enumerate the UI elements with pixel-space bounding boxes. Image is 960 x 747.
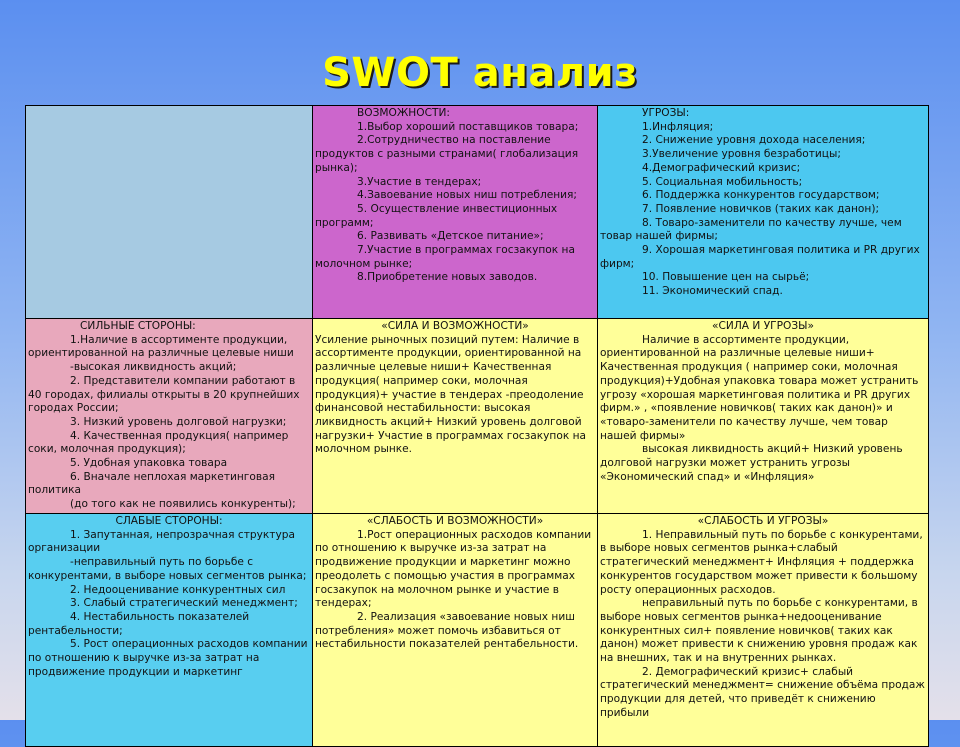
strength-item: 6. Вначале неплохая маркетинговая политика bbox=[28, 470, 275, 497]
strength-item: 4. Качественная продукция( например соки, молочная продукция); bbox=[28, 429, 289, 456]
opportunity-item: 2.Сотрудничество на поставление продуктов с разными странами( глобализация рынка); bbox=[315, 134, 579, 174]
weakness-item: 1. Запутанная, непрозрачная структура организации bbox=[28, 528, 295, 555]
threat-item: 11. Экономический спад. bbox=[642, 285, 783, 298]
swot-row-header bbox=[26, 106, 929, 319]
wo-text: 2. Реализация «завоевание новых ниш потребления» может помочь избавиться от нестабильности показателей рентабельности. bbox=[315, 610, 579, 651]
threat-item: 8. Товаро-заменители по качеству лучше, чем товар нашей фирмы; bbox=[600, 216, 902, 243]
st-text: высокая ликвидность акций+ Низкий уровень долговой нагрузки может устранить угрозы «Экономический спад» и «Инфляция» bbox=[600, 443, 903, 483]
strength-item: 1.Наличие в ассортименте продукции, ориентированной на различные целевые ниши bbox=[28, 333, 294, 360]
wt-text: 1. Неправильный путь по борьбе с конкурентами, в выборе новых сегментов рынка+слабый стратегический менеджмент+ Инфляция + поддержка конкурентов государством может привести к большому росту операционных расходов. bbox=[600, 528, 923, 596]
swot-table bbox=[25, 105, 929, 747]
strengths-cell bbox=[26, 319, 313, 514]
strength-item: -высокая ликвидность акций; bbox=[70, 361, 237, 374]
wo-cell bbox=[313, 514, 598, 747]
wt-cell bbox=[598, 514, 929, 747]
weakness-item: -неправильный путь по борьбе с конкурентами, в выборе новых сегментов рынка; bbox=[28, 556, 307, 582]
swot-row-weaknesses bbox=[26, 514, 929, 747]
opportunity-item: 3.Участие в тендерах; bbox=[357, 175, 482, 188]
weakness-item: 5. Рост операционных расходов компании по отношению к выручке из-за затрат на продвижение продукции и маркетинг bbox=[28, 638, 308, 678]
wt-text: неправильный путь по борьбе с конкурентами, в выборе новых сегментов рынка+недооценивание конкурентных сил+ появление новичков( таких как данон) может привести к снижению уровня продаж как на внешних, так и на внутренних рынках. bbox=[600, 597, 918, 665]
weakness-item: 4. Нестабильность показателей рентабельности; bbox=[28, 610, 250, 637]
so-cell bbox=[313, 319, 598, 514]
wt-heading: «СЛАБОСТЬ И УГРОЗЫ» bbox=[697, 515, 829, 527]
opportunity-item: 5. Осуществление инвестиционных программ; bbox=[315, 202, 558, 229]
so-text: Усиление рыночных позиций путем: Наличие в ассортименте продукции, ориентированной на различные целевые ниши+ Качественная продукция( например соки, молочная продукция)+ участие в тендерах -преодоление финансовой нестабильности: высокая ликвидность акций+ Низкий уровень долговой нагрузки+ Участие в программах госзакупок на молочном рынке. bbox=[315, 333, 587, 456]
threat-item: 2. Снижение уровня дохода населения; bbox=[642, 134, 866, 147]
threats-cell bbox=[598, 106, 929, 319]
so-heading: «СИЛА И ВОЗМОЖНОСТИ» bbox=[381, 320, 529, 332]
threat-item: 3.Увеличение уровня безработицы; bbox=[642, 148, 841, 161]
threat-item: 10. Повышение цен на сырьё; bbox=[642, 271, 810, 284]
opportunity-item: 8.Приобретение новых заводов. bbox=[357, 271, 538, 284]
swot-row-strengths bbox=[26, 319, 929, 514]
st-cell bbox=[598, 319, 929, 514]
threat-item: 4.Демографический кризис; bbox=[642, 161, 801, 174]
wt-text: 2. Демографический кризис+ слабый стратегический менеджмент= снижение объёма продаж продукции для детей, что приведёт к снижению прибыли bbox=[600, 665, 925, 719]
st-text: Наличие в ассортименте продукции, ориентированной на различные целевые ниши+ Качественная продукция ( например соки, молочная продукция)+Удобная упаковка товара может устранить угрозу «хорошая маркетинговая политика и PR других фирм.» , «появление новичков( таких как данон)» и «товаро-заменители по качеству лучше, чем товар нашей фирмы» bbox=[600, 333, 919, 442]
opportunities-heading: ВОЗМОЖНОСТИ: bbox=[357, 107, 450, 119]
weaknesses-cell bbox=[26, 514, 313, 747]
strength-item: (до того как не появились конкуренты); bbox=[70, 498, 296, 511]
slide-title: SWOT анализ bbox=[322, 50, 638, 96]
threat-item: 1.Инфляция; bbox=[642, 120, 714, 133]
threat-item: 5. Социальная мобильность; bbox=[642, 175, 803, 188]
corner-cell bbox=[26, 106, 313, 319]
strength-item: 5. Удобная упаковка товара bbox=[70, 457, 228, 470]
opportunities-cell bbox=[313, 106, 598, 319]
opportunity-item: 6. Развивать «Детское питание»; bbox=[357, 230, 544, 243]
strength-item: 2. Представители компании работают в 40 городах, филиалы открыты в 20 крупнейших городах России; bbox=[28, 374, 300, 415]
weakness-item: 2. Недооценивание конкурентных сил bbox=[70, 583, 286, 596]
opportunity-item: 4.Завоевание новых ниш потребления; bbox=[357, 189, 577, 202]
opportunity-item: 1.Выбор хороший поставщиков товара; bbox=[357, 120, 579, 133]
threat-item: 9. Хорошая маркетинговая политика и PR других фирм; bbox=[600, 244, 920, 270]
strengths-heading: СИЛЬНЫЕ СТОРОНЫ: bbox=[80, 320, 196, 332]
wo-text: 1.Рост операционных расходов компании по отношению к выручке из-за затрат на продвижение продукции и маркетинг можно преодолеть с помощью участия в программах госзакупок на молочном рынке и участие в тендерах; bbox=[315, 528, 592, 610]
wo-heading: «СЛАБОСТЬ И ВОЗМОЖНОСТИ» bbox=[366, 515, 544, 527]
st-heading: «СИЛА И УГРОЗЫ» bbox=[712, 320, 814, 332]
opportunity-item: 7.Участие в программах госзакупок на молочном рынке; bbox=[315, 244, 575, 270]
weaknesses-heading: СЛАБЫЕ СТОРОНЫ: bbox=[115, 515, 223, 527]
threat-item: 7. Появление новичков (таких как данон); bbox=[642, 202, 880, 215]
threats-heading: УГРОЗЫ: bbox=[642, 107, 690, 119]
strength-item: 3. Низкий уровень долговой нагрузки; bbox=[70, 415, 287, 428]
weakness-item: 3. Слабый стратегический менеджмент; bbox=[70, 597, 298, 610]
threat-item: 6. Поддержка конкурентов государством; bbox=[642, 189, 880, 202]
